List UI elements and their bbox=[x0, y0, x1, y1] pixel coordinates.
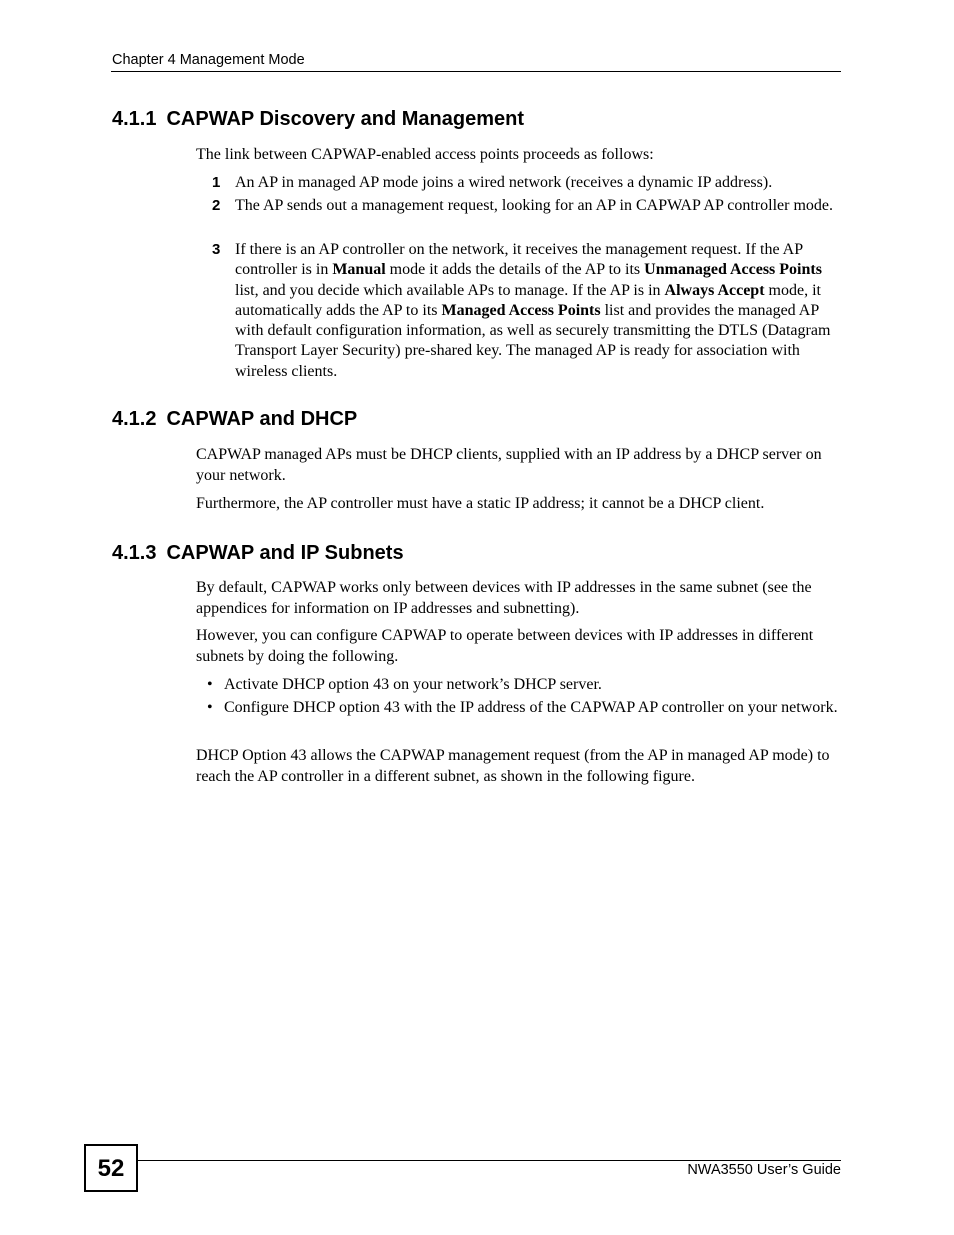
paragraph: However, you can configure CAPWAP to operate between devices with IP addresses in different subnets by doing the following. bbox=[196, 627, 814, 665]
page-number-box bbox=[84, 1144, 138, 1192]
section-intro: The link between CAPWAP-enabled access points proceeds as follows: bbox=[196, 146, 654, 163]
section-number: 4.1.2 bbox=[112, 408, 157, 430]
step-text: An AP in managed AP mode joins a wired network (receives a dynamic IP address). bbox=[235, 174, 773, 191]
bullet-text: Activate DHCP option 43 on your network’s DHCP server. bbox=[224, 676, 602, 693]
closing-paragraph: DHCP Option 43 allows the CAPWAP management request (from the AP in managed AP mode) to reach the AP controller in a different subnet, as shown in the following figure. bbox=[196, 747, 830, 785]
step-number: 1 bbox=[212, 174, 221, 191]
bullet-text: Configure DHCP option 43 with the IP address of the CAPWAP AP controller on your network. bbox=[224, 699, 838, 716]
managed-access-points-label: Managed Access Points bbox=[441, 301, 601, 319]
unmanaged-access-points-label: Unmanaged Access Points bbox=[644, 261, 822, 279]
paragraph: By default, CAPWAP works only between devices with IP addresses in the same subnet (see the appendices for information on IP addresses and subnetting). bbox=[196, 579, 812, 617]
paragraph: CAPWAP managed APs must be DHCP clients, supplied with an IP address by a DHCP server on your network. bbox=[196, 446, 822, 484]
bullet-dot: • bbox=[207, 699, 213, 716]
header-rule bbox=[111, 71, 841, 72]
section-number: 4.1.3 bbox=[112, 542, 157, 564]
step-text: If there is an AP controller on the network, it receives the management request. If the AP controller is in Manual mode it adds the details of the AP to its Unmanaged Access Points list, and you decide which available APs to manage. If the AP is in Always Accept mode, it automatically adds the AP to its Managed Access Points list and provides the managed AP with default configuration information, as well as securely transmitting the DTLS (Datagram Transport Layer Security) pre-shared key. The managed AP is ready for association with wireless clients. bbox=[235, 241, 831, 380]
running-header: Chapter 4 Management Mode bbox=[112, 52, 305, 68]
bullet-dot: • bbox=[207, 676, 213, 693]
section-title: CAPWAP and IP Subnets bbox=[166, 542, 404, 564]
mode-always-accept: Always Accept bbox=[664, 281, 765, 299]
page-number: 52 bbox=[97, 1155, 125, 1182]
footer-rule bbox=[138, 1160, 841, 1161]
step-2 bbox=[212, 196, 842, 216]
section-heading-4-1-1 bbox=[112, 107, 524, 131]
section-heading-4-1-3 bbox=[112, 541, 404, 565]
section-title: CAPWAP Discovery and Management bbox=[166, 108, 524, 130]
step-1 bbox=[212, 173, 842, 193]
step-number: 2 bbox=[212, 197, 221, 214]
section-number: 4.1.1 bbox=[112, 108, 157, 130]
step-3 bbox=[212, 240, 842, 382]
paragraph: Furthermore, the AP controller must have a static IP address; it cannot be a DHCP client. bbox=[196, 495, 765, 512]
step-text: The AP sends out a management request, looking for an AP in CAPWAP AP controller mode. bbox=[235, 197, 833, 214]
section-title: CAPWAP and DHCP bbox=[166, 408, 358, 430]
bullet-item bbox=[205, 675, 842, 696]
mode-manual: Manual bbox=[332, 261, 386, 279]
bullet-item bbox=[205, 698, 842, 719]
step-number: 3 bbox=[212, 241, 221, 258]
running-footer: NWA3550 User’s Guide bbox=[687, 1162, 841, 1178]
section-heading-4-1-2 bbox=[112, 407, 357, 431]
